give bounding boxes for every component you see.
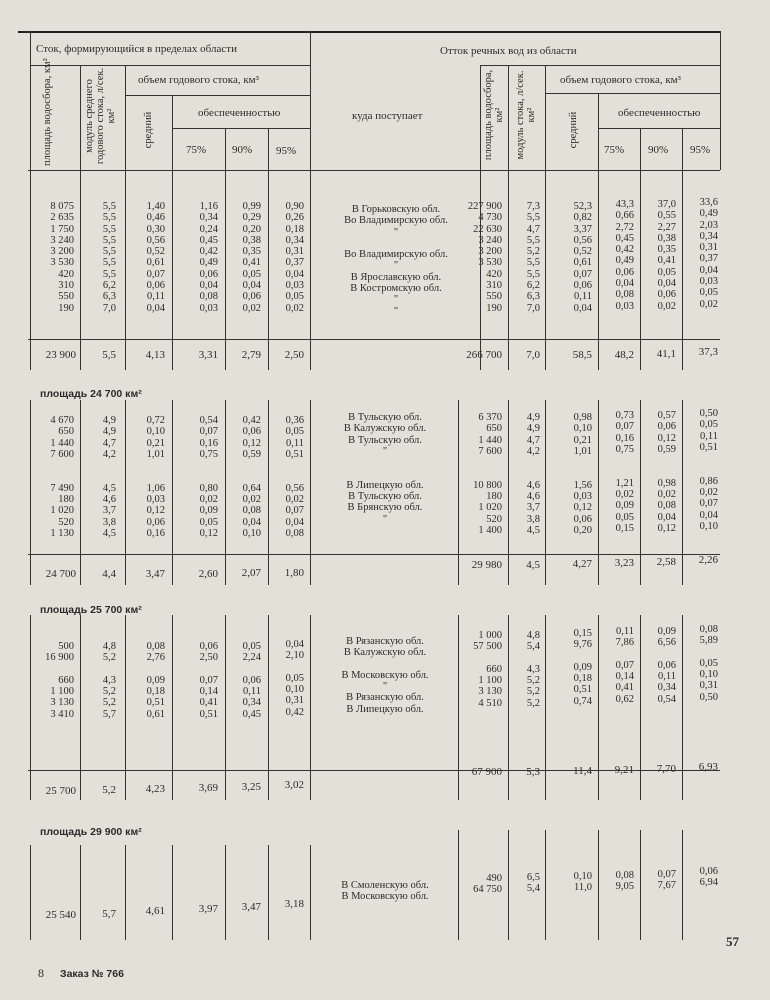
rule — [80, 65, 81, 170]
col-p95-header: 95% — [276, 145, 297, 157]
col-p90-header: 90% — [232, 144, 253, 156]
b4-r-p90-col: 0,07 7,67 — [657, 869, 676, 892]
b3-r-p75-col: 0,11 7,86 0,07 0,14 0,41 0,62 — [615, 626, 634, 705]
b1-total-r-p90: 41,1 — [656, 348, 676, 360]
b2-p90-col: 0,42 0,06 0,12 0,59 0,64 0,02 0,08 0,04 0,10 — [242, 415, 261, 539]
b1-total-module: 5,5 — [102, 349, 116, 361]
b3-total-module: 5,2 — [102, 784, 116, 796]
left-group-header: Сток, формирующийся в пределах области — [36, 43, 237, 55]
b1-total-p75: 3,31 — [198, 349, 218, 361]
b1-total-r-p95: 37,3 — [698, 346, 718, 358]
b3-r-p95-col: 0,08 5,89 0,05 0,10 0,31 0,50 — [699, 624, 718, 703]
right-group-header: Отток речных вод из области — [440, 45, 577, 57]
b1-dest-col: В Горьковскую обл. Во Владимирскую обл. " Во Владимирскую обл. " В Ярославскую обл. В Костромскую обл. " " — [344, 204, 448, 317]
b3-total-p75: 3,69 — [198, 782, 218, 794]
b1-r-p95-col: 33,6 0,49 2,03 0,34 0,31 0,37 0,04 0,03 0,05 0,02 — [699, 197, 718, 310]
col-p75-header-r: 75% — [604, 144, 625, 156]
b1-total-r-mean: 58,5 — [572, 349, 592, 361]
rule — [30, 31, 31, 170]
rule — [545, 93, 720, 94]
b3-p95-col: 0,04 2,10 0,05 0,10 0,31 0,42 — [285, 639, 304, 718]
col-dest-header: куда поступает — [352, 110, 423, 122]
rule — [125, 65, 126, 170]
rule — [30, 65, 310, 66]
b3-total-r-p90: 7,70 — [656, 763, 676, 775]
col-area-header-r: площадь водосбора, км² — [483, 69, 505, 161]
b2-p95-col: 0,36 0,05 0,11 0,51 0,56 0,02 0,07 0,04 0,08 — [285, 415, 304, 539]
col-prob-header: обеспеченностью — [198, 107, 281, 119]
b4-dest-col: В Смоленскую обл. В Московскую обл. — [341, 880, 429, 903]
b3-title: площадь 25 700 км² — [40, 604, 142, 616]
b2-total-p95: 1,80 — [284, 567, 304, 579]
b3-r-module-col: 4,8 5,4 4,3 5,2 5,2 5,2 — [526, 630, 540, 709]
rule — [310, 400, 311, 585]
b1-p95-col: 0,90 0,26 0,18 0,34 0,31 0,37 0,04 0,03 0,05 0,02 — [285, 201, 304, 314]
b4-mean: 4,61 — [145, 905, 165, 917]
b4-r-area-col: 490 64 750 — [473, 873, 502, 896]
header-bottom-rule — [28, 170, 720, 171]
b3-area-col: 500 16 900 660 1 100 3 130 3 410 — [45, 641, 74, 720]
b4-area: 25 540 — [45, 909, 76, 921]
rule — [598, 93, 599, 170]
b2-total-r-module: 4,5 — [526, 559, 540, 571]
b3-total-area: 25 700 — [45, 785, 76, 797]
b4-r-p95-col: 0,06 6,94 — [699, 866, 718, 889]
b3-total-r-module: 5,3 — [526, 766, 540, 778]
rule — [480, 65, 481, 170]
col-mean-header-r: средний — [568, 111, 579, 149]
b1-r-area-col: 227 900 4 730 22 630 3 240 3 200 3 530 420 310 550 190 — [467, 201, 502, 314]
rule — [225, 845, 226, 940]
b2-dest-col: В Тульскую обл. В Калужскую обл. В Тульскую обл. " В Липецкую обл. В Тульскую обл. В Брянскую обл. " — [343, 412, 427, 525]
b2-total-mean: 3,47 — [145, 568, 165, 580]
rule — [598, 128, 720, 129]
b1-p90-col: 0,99 0,29 0,20 0,38 0,35 0,41 0,05 0,04 0,06 0,02 — [242, 201, 261, 314]
b4-p90: 3,47 — [241, 901, 261, 913]
b2-r-mean-col: 0,98 0,10 0,21 1,01 1,56 0,03 0,12 0,06 0,20 — [573, 412, 592, 536]
b2-r-module-col: 4,9 4,9 4,7 4,2 4,6 4,6 3,7 3,8 4,5 — [526, 412, 540, 536]
rule — [28, 339, 720, 340]
rule — [225, 128, 226, 170]
b1-r-p75-col: 43,3 0,66 2,72 0,45 0,42 0,49 0,06 0,04 0,08 0,03 — [615, 199, 634, 312]
rule — [310, 845, 311, 940]
rule — [640, 128, 641, 170]
b2-module-col: 4,9 4,9 4,7 4,2 4,5 4,6 3,7 3,8 4,5 — [102, 415, 116, 539]
b3-mean-col: 0,08 2,76 0,09 0,18 0,51 0,61 — [146, 641, 165, 720]
b3-r-area-col: 1 000 57 500 660 1 100 3 130 4 510 — [473, 630, 502, 709]
col-module-header: модуль среднего годового стока, л/сек. км² — [84, 67, 117, 165]
b2-mean-col: 0,72 0,10 0,21 1,01 1,06 0,03 0,12 0,06 0,16 — [146, 415, 165, 539]
page-number: 57 — [726, 934, 739, 949]
rule — [682, 128, 683, 170]
b1-r-p90-col: 37,0 0,55 2,27 0,38 0,35 0,41 0,05 0,04 0,06 0,02 — [657, 199, 676, 312]
b3-dest-col: В Рязанскую обл. В Калужскую обл. В Московскую обл. " В Рязанскую обл. В Липецкую обл. — [341, 636, 429, 715]
col-p75-header: 75% — [186, 144, 207, 156]
b2-total-r-mean: 4,27 — [572, 558, 592, 570]
b2-total-module: 4,4 — [102, 568, 116, 580]
rule — [125, 845, 126, 940]
b1-total-r-p75: 48,2 — [614, 349, 634, 361]
col-p90-header-r: 90% — [648, 144, 669, 156]
rule — [30, 845, 31, 940]
b3-total-p90: 3,25 — [241, 781, 261, 793]
b1-area-col: 8 075 2 635 1 750 3 240 3 200 3 530 420 310 550 190 — [50, 201, 74, 314]
rule — [480, 65, 720, 66]
rule — [508, 65, 509, 170]
b4-r-module-col: 6,5 5,4 — [526, 872, 540, 895]
b2-r-p90-col: 0,57 0,06 0,12 0,59 0,98 0,02 0,08 0,04 0,12 — [657, 410, 676, 534]
b3-total-r-p75: 9,21 — [614, 764, 634, 776]
b2-p75-col: 0,54 0,07 0,16 0,75 0,80 0,02 0,09 0,05 0,12 — [199, 415, 218, 539]
b3-r-mean-col: 0,15 9,76 0,09 0,18 0,51 0,74 — [573, 628, 592, 707]
b3-p75-col: 0,06 2,50 0,07 0,14 0,41 0,51 — [199, 641, 218, 720]
b2-r-p95-col: 0,50 0,05 0,11 0,51 0,86 0,02 0,07 0,04 0,10 — [699, 408, 718, 532]
b1-total-r-module: 7,0 — [526, 349, 540, 361]
rule — [172, 845, 173, 940]
b4-title: площадь 29 900 км² — [40, 826, 142, 838]
rule — [172, 128, 310, 129]
col-prob-header-r: обеспеченностью — [618, 107, 701, 119]
rule — [310, 31, 311, 170]
b1-total-mean: 4,13 — [145, 349, 165, 361]
signature-mark: 8 — [38, 966, 44, 980]
b4-module: 5,7 — [102, 908, 116, 920]
b3-total-mean: 4,23 — [145, 783, 165, 795]
b1-total-area: 23 900 — [45, 349, 76, 361]
b4-r-mean-col: 0,10 11,0 — [573, 871, 592, 894]
rule — [80, 845, 81, 940]
b3-module-col: 4,8 5,2 4,3 5,2 5,2 5,7 — [102, 641, 116, 720]
b2-total-r-p75: 3,23 — [614, 557, 634, 569]
col-area-header: площадь водосбора, км² — [42, 58, 53, 166]
rule — [310, 170, 311, 370]
b1-total-p95: 2,50 — [284, 349, 304, 361]
b1-p75-col: 1,16 0,34 0,24 0,45 0,42 0,49 0,06 0,04 0,08 0,03 — [199, 201, 218, 314]
b3-total-p95: 3,02 — [284, 779, 304, 791]
b1-total-p90: 2,79 — [241, 349, 261, 361]
b2-total-r-p95: 2,26 — [698, 554, 718, 566]
rule — [172, 95, 173, 170]
b1-mean-col: 1,40 0,46 0,30 0,56 0,52 0,61 0,07 0,06 0,11 0,04 — [146, 201, 165, 314]
col-p95-header-r: 95% — [690, 144, 711, 156]
col-volume-header-r: объем годового стока, км³ — [560, 74, 681, 86]
b2-total-r-p90: 2,58 — [656, 556, 676, 568]
rule — [268, 128, 269, 170]
rule — [125, 95, 310, 96]
rule — [268, 845, 269, 940]
b2-total-p90: 2,07 — [241, 567, 261, 579]
b1-r-mean-col: 52,3 0,82 3,37 0,56 0,52 0,61 0,07 0,06 0,11 0,04 — [573, 201, 592, 314]
rule — [28, 554, 720, 555]
b4-p95: 3,18 — [284, 898, 304, 910]
col-module-header-r: модуль стока, л/сек. км² — [515, 70, 537, 160]
rule — [545, 65, 546, 170]
b2-title: площадь 24 700 км² — [40, 388, 142, 400]
b1-r-module-col: 7,3 5,5 4,7 5,5 5,2 5,5 5,5 6,2 6,3 7,0 — [526, 201, 540, 314]
b3-total-r-p95: 6,93 — [698, 761, 718, 773]
b2-total-r-area: 29 980 — [471, 559, 502, 571]
rule — [720, 31, 721, 170]
order-number: Заказ № 766 — [60, 968, 124, 980]
b4-p75: 3,97 — [198, 903, 218, 915]
b2-total-p75: 2,60 — [198, 568, 218, 580]
b2-area-col: 4 670 650 1 440 7 600 7 490 180 1 020 520 1 130 — [50, 415, 74, 539]
b3-p90-col: 0,05 2,24 0,06 0,11 0,34 0,45 — [242, 641, 261, 720]
rule — [310, 615, 311, 800]
b3-total-r-area: 67 900 — [471, 766, 502, 778]
b1-total-r-area: 266 700 — [466, 349, 502, 361]
b3-total-r-mean: 11,4 — [573, 765, 592, 777]
b2-r-p75-col: 0,73 0,07 0,16 0,75 1,21 0,02 0,09 0,05 0,15 — [615, 410, 634, 534]
b2-total-area: 24 700 — [45, 568, 76, 580]
b3-r-p90-col: 0,09 6,56 0,06 0,11 0,34 0,54 — [657, 626, 676, 705]
b2-r-area-col: 6 370 650 1 440 7 600 10 800 180 1 020 520 1 400 — [473, 412, 502, 536]
table-top-rule — [18, 31, 720, 33]
b4-r-p75-col: 0,08 9,05 — [615, 870, 634, 893]
b1-module-col: 5,5 5,5 5,5 5,5 5,5 5,5 5,5 6,2 6,3 7,0 — [102, 201, 116, 314]
col-mean-header: средний — [143, 111, 154, 149]
col-volume-header: объем годового стока, км³ — [138, 74, 259, 86]
